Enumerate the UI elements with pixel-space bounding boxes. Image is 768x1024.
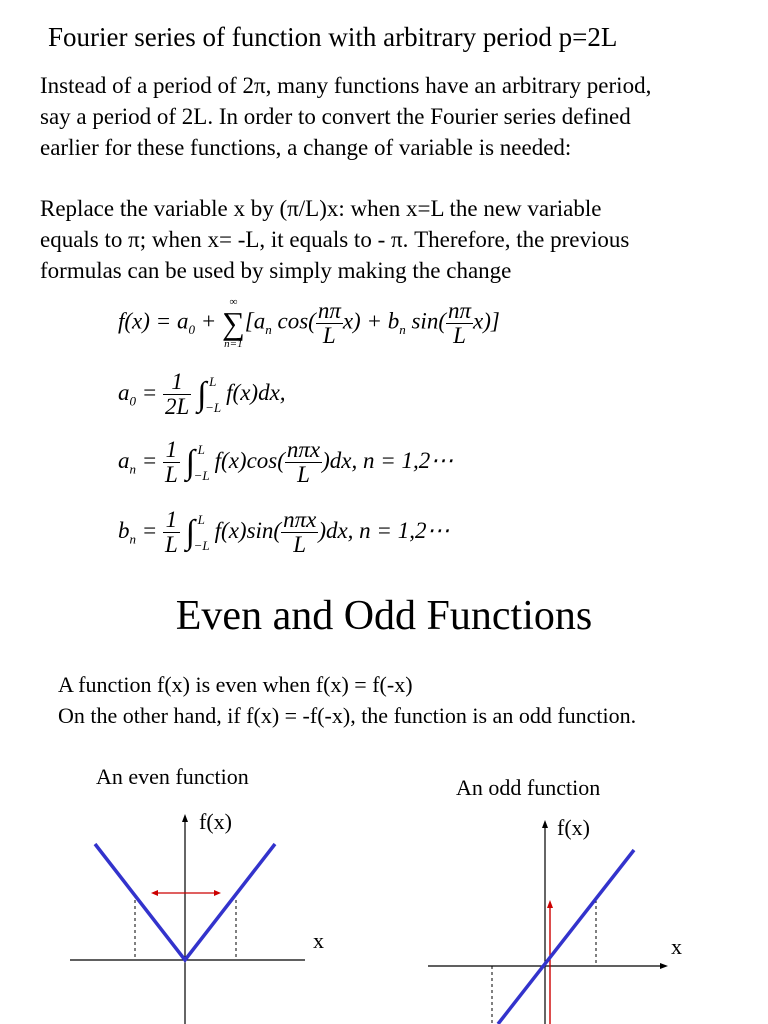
- intro-line: say a period of 2L. In order to convert the Fourier series defined: [40, 104, 631, 129]
- a0-formula: $a_0$ = $\frac{1}{2L}$ ∫ L −L f(x)dx,: [118, 369, 286, 419]
- x-axis-arrowhead: [660, 963, 668, 969]
- replace-line: Replace the variable x by (π/L)x: when x=L the new variable: [40, 196, 602, 221]
- even-function-graph: [0, 800, 384, 1024]
- definition-line: On the other hand, if f(x) = -f(-x), the function is an odd function.: [58, 703, 637, 728]
- section-title: Even and Odd Functions: [175, 593, 593, 639]
- x-axis-label: x: [313, 928, 324, 953]
- y-axis-arrowhead: [542, 820, 548, 828]
- definitions: [58, 669, 636, 731]
- summation-symbol: ∞ ∑ n=1: [221, 296, 245, 350]
- arrowhead-left: [151, 890, 158, 896]
- x-axis-label: x: [671, 934, 682, 959]
- an-formula: $a_n$ = $\frac{1}{L}$ ∫ L −L f(x)cos( $\frac{\text{nπx}}{L}$ )dx, n = 1,2⋯: [118, 437, 454, 487]
- intro-line: earlier for these functions, a change of variable is needed:: [40, 135, 572, 160]
- y-axis-arrowhead: [182, 814, 188, 822]
- integral-symbol: ∫ L −L: [185, 441, 210, 483]
- y-axis-label: f(x): [199, 809, 232, 834]
- value-marker-arrowhead: [547, 900, 553, 908]
- odd-graph-caption: An odd function: [456, 775, 601, 800]
- intro-paragraph: [40, 70, 651, 163]
- even-graph-caption: An even function: [96, 764, 249, 789]
- odd-function-curve: [498, 850, 634, 1024]
- intro-line: Instead of a period of 2π, many functions have an arbitrary period,: [40, 73, 652, 98]
- bn-formula: $b_n$ = $\frac{1}{L}$ ∫ L −L f(x)sin( $\frac{\text{nπx}}{L}$ )dx, n = 1,2⋯: [118, 507, 450, 557]
- fourier-series-formula: $f(x) = a_0$ + ∞ ∑ n=1 [$a_n$ cos( $\frac{n\pi}{L}$ $x) + b_n$ sin( $\frac{n\pi}{L}$ x)]: [118, 296, 500, 350]
- integral-symbol: ∫ L −L: [185, 511, 210, 553]
- definition-line: A function f(x) is even when f(x) = f(-x): [58, 672, 413, 697]
- replace-line: equals to π; when x= -L, it equals to - π. Therefore, the previous: [40, 227, 630, 252]
- slide-title: Fourier series of function with arbitrary period p=2L: [48, 22, 618, 52]
- integral-symbol: ∫ L −L: [197, 373, 222, 415]
- arrowhead-right: [214, 890, 221, 896]
- replace-line: formulas can be used by simply making the change: [40, 258, 512, 283]
- odd-function-graph: [384, 800, 768, 1024]
- y-axis-label: f(x): [557, 815, 590, 840]
- replace-paragraph: [40, 193, 629, 286]
